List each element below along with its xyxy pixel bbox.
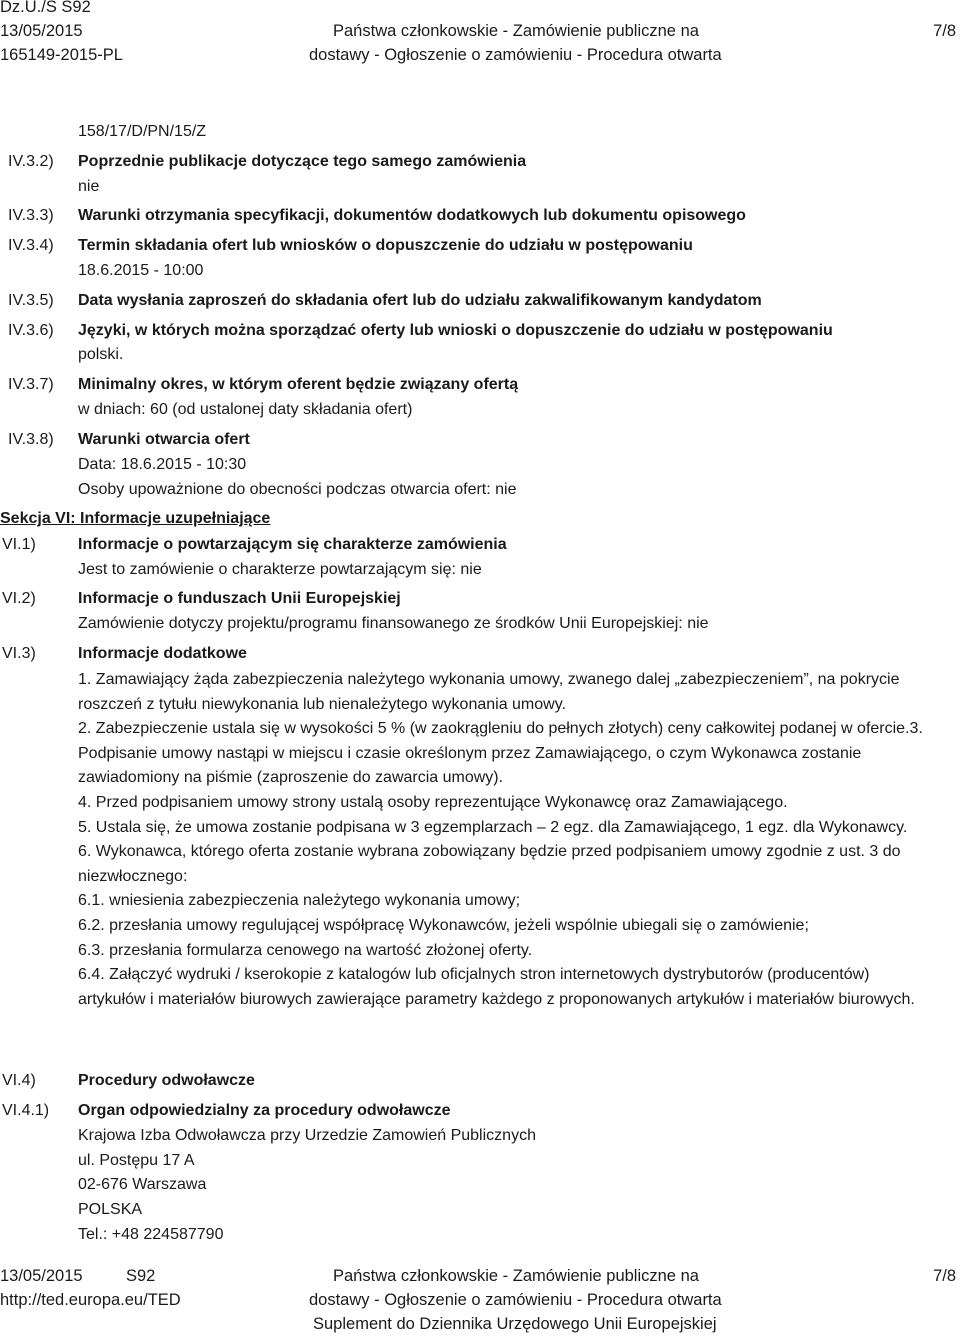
item-number: VI.1)	[2, 536, 36, 553]
reference-number: 158/17/D/PN/15/Z	[78, 123, 207, 140]
header-ojs: Dz.U./S S92	[0, 0, 91, 16]
footer-title-line3: Suplement do Dziennika Urzędowego Unii Europejskiej	[313, 1315, 717, 1333]
item-number: VI.4)	[2, 1072, 36, 1089]
item-value: w dniach: 60 (od ustalonej daty składania ofert)	[78, 401, 413, 418]
item-title: Języki, w których można sporządzać oferty lub wnioski o dopuszczenie do udziału w postępowaniu	[78, 322, 833, 339]
item-title: Warunki otrzymania specyfikacji, dokumentów dodatkowych lub dokumentu opisowego	[78, 207, 746, 224]
item-number: IV.3.4)	[8, 237, 54, 254]
item-value: 18.6.2015 - 10:00	[78, 262, 204, 279]
additional-info-paragraph: 4. Przed podpisaniem umowy strony ustalą osoby reprezentujące Wykonawcę oraz Zamawiającego.	[78, 793, 788, 811]
footer-title-line1: Państwa członkowskie - Zamówienie publiczne na	[333, 1267, 699, 1285]
item-value: Osoby upoważnione do obecności podczas otwarcia ofert: nie	[78, 481, 517, 498]
review-body-country: POLSKA	[78, 1201, 143, 1218]
header-title-line1: Państwa członkowskie - Zamówienie publiczne na	[333, 22, 699, 40]
review-body-phone: Tel.: +48 224587790	[78, 1226, 224, 1243]
item-value: Data: 18.6.2015 - 10:30	[78, 456, 247, 473]
item-value: nie	[78, 178, 100, 195]
additional-info-paragraph: 6.2. przesłania umowy regulującej współpracę Wykonawców, jeżeli wspólnie ubiegali się o zamówienie;	[78, 916, 809, 934]
item-number: IV.3.8)	[8, 431, 54, 448]
additional-info-paragraph: 1. Zamawiający żąda zabezpieczenia należytego wykonania umowy, zwanego dalej „zabezpieczeniem”, na pokrycie roszczeń z tytułu niewykonania lub nienależytego wykonania umowy.	[78, 671, 900, 713]
item-value: Jest to zamówienie o charakterze powtarzającym się: nie	[78, 561, 482, 578]
item-title: Data wysłania zaproszeń do składania ofert lub do udziału zakwalifikowanym kandydatom	[78, 292, 762, 309]
item-title: Poprzednie publikacje dotyczące tego samego zamówienia	[78, 153, 527, 170]
additional-info-paragraph: 2. Zabezpieczenie ustala się w wysokości 5 % (w zaokrągleniu do pełnych złotych) ceny całkowitej podanej w ofercie.3. Podpisanie umowy nastąpi w miejscu i czasie określonym przez Zamawiającego, o czym Wykonawca zostanie zawiadomiony na piśmie (zaproszenie do zawarcia umowy).	[78, 720, 923, 787]
item-title: Procedury odwoławcze	[78, 1072, 255, 1089]
footer-url[interactable]: http://ted.europa.eu/TED	[0, 1291, 181, 1309]
additional-info-paragraph: 6.1. wniesienia zabezpieczenia należytego wykonania umowy;	[78, 892, 521, 910]
item-value: Zamówienie dotyczy projektu/programu finansowanego ze środków Unii Europejskiej: nie	[78, 615, 709, 632]
item-title: Informacje o funduszach Unii Europejskiej	[78, 590, 401, 607]
item-title: Minimalny okres, w którym oferent będzie związany ofertą	[78, 376, 519, 393]
header-page-number: 7/8	[933, 22, 956, 40]
section-heading: Sekcja VI: Informacje uzupełniające	[0, 510, 271, 527]
item-title: Organ odpowiedzialny za procedury odwoławcze	[78, 1102, 451, 1119]
additional-info-paragraph: 5. Ustala się, że umowa zostanie podpisana w 3 egzemplarzach – 2 egz. dla Zamawiającego, 1 egz. dla Wykonawcy.	[78, 818, 908, 836]
footer-date: 13/05/2015	[0, 1267, 83, 1285]
item-title: Informacje o powtarzającym się charakterze zamówienia	[78, 536, 507, 553]
footer-page-number: 7/8	[933, 1267, 956, 1285]
header-date: 13/05/2015	[0, 22, 83, 40]
item-number: IV.3.3)	[8, 207, 54, 224]
item-number: VI.3)	[2, 645, 36, 662]
item-number: VI.2)	[2, 590, 36, 607]
item-number: IV.3.5)	[8, 292, 54, 309]
item-title: Termin składania ofert lub wniosków o dopuszczenie do udziału w postępowaniu	[78, 237, 693, 254]
additional-info-paragraph: 6. Wykonawca, którego oferta zostanie wybrana zobowiązany będzie przed podpisaniem umowy zgodnie z ust. 3 do niezwłocznego:	[78, 843, 901, 885]
item-number: VI.4.1)	[2, 1102, 50, 1119]
additional-info-paragraph: 6.3. przesłania formularza cenowego na wartość złożonej oferty.	[78, 941, 533, 959]
item-title: Warunki otwarcia ofert	[78, 431, 250, 448]
item-title: Informacje dodatkowe	[78, 645, 247, 662]
additional-info-paragraph: 6.4. Załączyć wydruki / kserokopie z katalogów lub oficjalnych stron internetowych dystrybutorów (producentów) artykułów i materiałów biurowych zawierające parametry każdego z proponowanych artykułów i materiałów biurowych.	[78, 966, 915, 1008]
footer-title-line2: dostawy - Ogłoszenie o zamówieniu - Procedura otwarta	[309, 1291, 722, 1309]
additional-info	[78, 668, 940, 1012]
header-title-line2: dostawy - Ogłoszenie o zamówieniu - Procedura otwarta	[309, 46, 722, 64]
review-body-name: Krajowa Izba Odwoławcza przy Urzedzie Zamowień Publicznych	[78, 1127, 536, 1144]
item-number: IV.3.2)	[8, 153, 54, 170]
item-number: IV.3.6)	[8, 322, 54, 339]
footer-ojs: S92	[126, 1267, 156, 1285]
review-body-street: ul. Postępu 17 A	[78, 1152, 195, 1169]
item-number: IV.3.7)	[8, 376, 54, 393]
review-body-city: 02-676 Warszawa	[78, 1176, 207, 1193]
item-value: polski.	[78, 346, 124, 363]
header-doc-id: 165149-2015-PL	[0, 46, 123, 64]
